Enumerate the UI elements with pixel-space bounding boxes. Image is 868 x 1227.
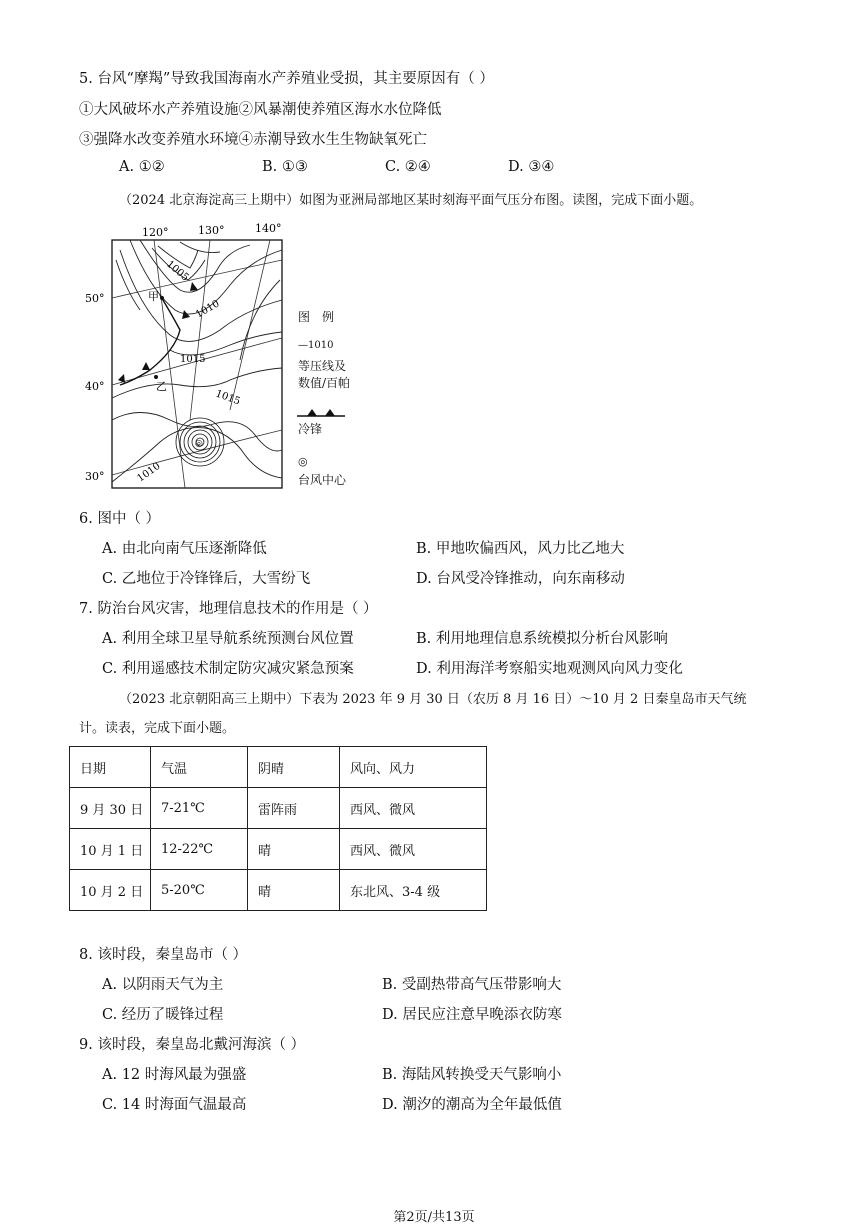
table-row (70, 788, 487, 829)
intro-table-question-line-2: 计。读表，完成下面小题。 (79, 721, 236, 736)
q7-stem: 7. 防治台风灾害，地理信息技术的作用是（ ） (79, 601, 378, 617)
table-cell: 9 月 30 日 (70, 788, 151, 829)
q5-statement-line-1: ①大风破坏水产养殖设施②风暴潮使养殖区海水水位降低 (79, 102, 442, 118)
isobar-label-1010-south: 1010 (135, 460, 163, 485)
q9-stem: 9. 该时段，秦皇岛北戴河海滨（ ） (79, 1037, 306, 1053)
q8-option-c: C. 经历了暖锋过程 (102, 1007, 224, 1023)
lat-label-30: 30° (85, 470, 105, 483)
q8-option-a: A. 以阴雨天气为主 (102, 977, 224, 993)
table-cell: 晴 (248, 829, 340, 870)
table-header-cell: 风向、风力 (340, 747, 487, 788)
intro-map-question: （2024 北京海淀高三上期中）如图为亚洲局部地区某时刻海平面气压分布图。读图，完成下面小题。 (119, 193, 703, 208)
q6-option-c: C. 乙地位于冷锋锋后，大雪纷飞 (102, 571, 311, 587)
lon-label-120: 120° (142, 226, 169, 239)
pressure-map (80, 220, 370, 492)
lat-label-40: 40° (85, 380, 105, 393)
legend-typhoon-text: 台风中心 (298, 473, 347, 487)
isobar-edge (116, 260, 140, 310)
q9-option-b: B. 海陆风转换受天气影响小 (382, 1067, 562, 1083)
legend-isobar-text-1: 等压线及 (298, 359, 347, 373)
point-yi (154, 375, 158, 379)
pressure-map-figure (80, 220, 370, 492)
legend-isobar-text-2: 数值/百帕 (298, 376, 351, 390)
q5-option-a: A. ①② (119, 159, 165, 175)
q9-option-c: C. 14 时海面气温最高 (102, 1097, 247, 1113)
q9-option-a: A. 12 时海风最为强盛 (102, 1067, 247, 1083)
intro-table-question-line-1: （2023 北京朝阳高三上期中）下表为 2023 年 9 月 30 日（农历 8 月 16 日）～10 月 2 日秦皇岛市天气统 (119, 692, 747, 707)
isobar-top (180, 242, 220, 253)
place-label-jia: 甲 (148, 290, 159, 303)
isobar-1005 (140, 240, 250, 292)
lon-label-140: 140° (255, 222, 282, 235)
isobar-label-1005: 1005 (164, 258, 191, 284)
typhoon-center-icon: ◎ (195, 439, 203, 449)
q5-statement-line-2: ③强降水改变养殖水环境④赤潮导致水生生物缺氧死亡 (79, 132, 427, 148)
isobar-label-1015-north: 1015 (180, 354, 206, 365)
q7-option-a: A. 利用全球卫星导航系统预测台风位置 (102, 631, 354, 647)
table-cell: 5-20℃ (151, 870, 248, 911)
q8-stem: 8. 该时段，秦皇岛市（ ） (79, 947, 248, 963)
q6-option-b: B. 甲地吹偏西风，风力比乙地大 (416, 541, 625, 557)
table-cell: 晴 (248, 870, 340, 911)
cold-front-line (120, 295, 180, 385)
q6-option-d: D. 台风受冷锋推动，向东南移动 (416, 571, 625, 587)
table-header-cell: 气温 (151, 747, 248, 788)
isobar-1015-south (112, 368, 282, 398)
q5-stem: 5. 台风“摩羯”导致我国海南水产养殖业受损，其主要原因有（ ） (79, 71, 494, 87)
table-row (70, 870, 487, 911)
isobar-label-1015-south: 1015 (213, 388, 242, 408)
lon-label-130: 130° (198, 224, 225, 237)
q9-option-d: D. 潮汐的潮高为全年最低值 (382, 1097, 562, 1113)
table-cell: 7-21℃ (151, 788, 248, 829)
isobar-inner-a (120, 250, 282, 341)
q7-option-c: C. 利用遥感技术制定防灾减灾紧急预案 (102, 661, 354, 677)
table-cell: 东北风、3-4 级 (340, 870, 487, 911)
legend-isobar-value: —1010 (298, 340, 334, 351)
legend-isobar-value-text: 1010 (308, 340, 334, 351)
q7-option-b: B. 利用地理信息系统模拟分析台风影响 (416, 631, 668, 647)
q6-option-a: A. 由北向南气压逐渐降低 (102, 541, 267, 557)
table-header-cell: 日期 (70, 747, 151, 788)
table-cell: 10 月 1 日 (70, 829, 151, 870)
q8-option-d: D. 居民应注意早晚添衣防寒 (382, 1007, 562, 1023)
weather-table (69, 746, 487, 911)
isobar-1015-north (170, 332, 282, 355)
legend-cold-front-symbol (297, 406, 345, 418)
table-cell: 12-22℃ (151, 829, 248, 870)
table-cell: 西风、微风 (340, 829, 487, 870)
table-cell: 10 月 2 日 (70, 870, 151, 911)
page-number-footer: 第2页/共13页 (393, 1210, 475, 1225)
table-header-cell: 阴晴 (248, 747, 340, 788)
isobar-label-1010-north: 1010 (194, 298, 222, 321)
q7-option-d: D. 利用海洋考察船实地观测风向风力变化 (416, 661, 683, 677)
legend-title: 图 例 (298, 310, 335, 324)
table-header-row (70, 747, 487, 788)
q8-option-b: B. 受副热带高气压带影响大 (382, 977, 562, 993)
point-jia (160, 296, 164, 300)
q5-option-d: D. ③④ (508, 159, 555, 175)
table-cell: 西风、微风 (340, 788, 487, 829)
legend-typhoon-icon: ◎ (298, 455, 308, 468)
q5-option-c: C. ②④ (385, 159, 431, 175)
table-cell: 雷阵雨 (248, 788, 340, 829)
table-row (70, 829, 487, 870)
legend-cold-front-text: 冷锋 (298, 422, 323, 436)
lat-label-50: 50° (85, 292, 105, 305)
q6-stem: 6. 图中（ ） (79, 511, 161, 527)
q5-option-b: B. ①③ (262, 159, 308, 175)
place-label-yi: 乙 (156, 380, 167, 393)
